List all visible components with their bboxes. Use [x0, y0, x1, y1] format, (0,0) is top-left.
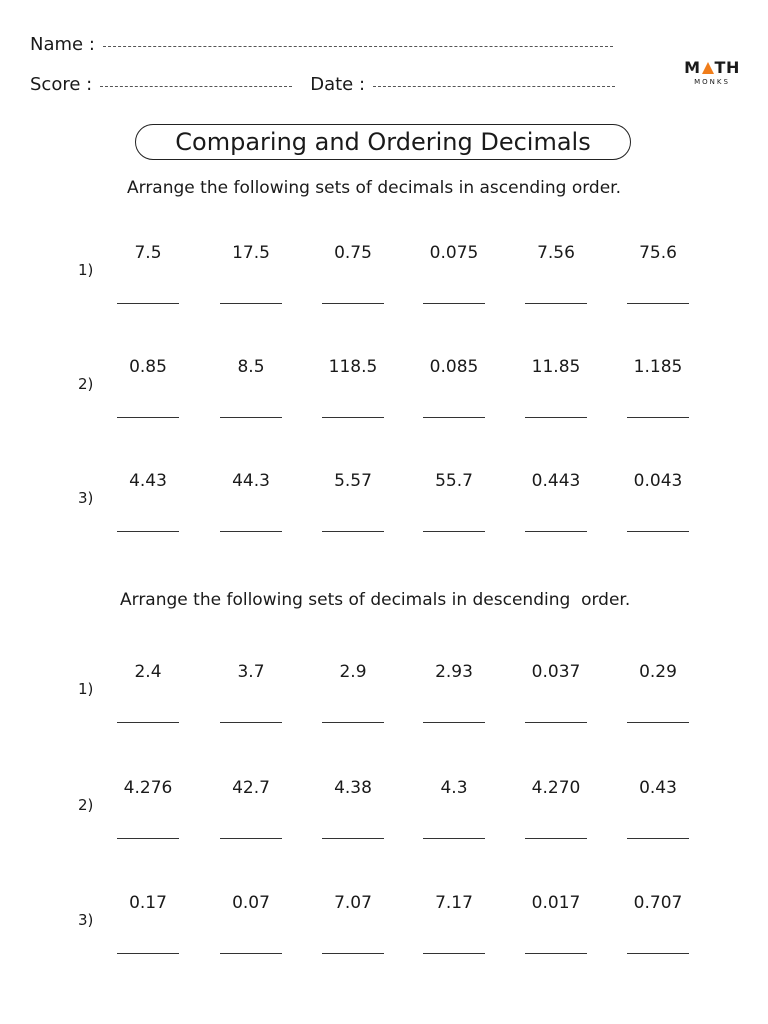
decimal-value: 0.85: [129, 357, 167, 377]
decimal-value: 0.037: [531, 662, 581, 682]
decimal-value: 7.17: [435, 893, 473, 913]
decimal-value: 8.5: [237, 357, 265, 377]
worksheet-title: Comparing and Ordering Decimals: [135, 124, 631, 160]
problem-number: 3): [78, 489, 94, 507]
problem-number: 1): [78, 261, 94, 279]
answer-blank[interactable]: [525, 417, 587, 418]
problem-row: [0, 778, 768, 858]
answer-blank[interactable]: [220, 531, 282, 532]
answer-blank[interactable]: [322, 722, 384, 723]
score-date-row: [30, 74, 615, 95]
decimal-value: 55.7: [435, 471, 473, 491]
decimal-value: 42.7: [232, 778, 270, 798]
decimal-value: 2.93: [435, 662, 473, 682]
decimal-value: 44.3: [232, 471, 270, 491]
answer-blank[interactable]: [117, 838, 179, 839]
answer-blank[interactable]: [220, 953, 282, 954]
answer-blank[interactable]: [525, 838, 587, 839]
answer-blank[interactable]: [322, 303, 384, 304]
score-label: Score :: [30, 74, 93, 95]
logo-word-left: M: [684, 58, 701, 77]
decimal-value: 75.6: [639, 243, 677, 263]
decimal-value: 7.5: [134, 243, 162, 263]
answer-blank[interactable]: [322, 953, 384, 954]
decimal-value: 4.276: [123, 778, 173, 798]
answer-blank[interactable]: [322, 417, 384, 418]
answer-blank[interactable]: [627, 531, 689, 532]
answer-blank[interactable]: [322, 531, 384, 532]
decimal-value: 4.3: [440, 778, 468, 798]
answer-blank[interactable]: [627, 417, 689, 418]
decimal-value: 0.17: [129, 893, 167, 913]
answer-blank[interactable]: [627, 838, 689, 839]
decimal-value: 7.56: [537, 243, 575, 263]
problem-row: [0, 243, 768, 323]
problem-number: 2): [78, 796, 94, 814]
answer-blank[interactable]: [220, 417, 282, 418]
decimal-value: 4.43: [129, 471, 167, 491]
problem-row: [0, 471, 768, 551]
answer-blank[interactable]: [322, 838, 384, 839]
score-blank-line[interactable]: [100, 86, 292, 87]
decimal-value: 17.5: [232, 243, 270, 263]
decimal-value: 0.043: [633, 471, 683, 491]
logo-wordmark: [676, 58, 748, 77]
decimal-value: 2.9: [339, 662, 367, 682]
answer-blank[interactable]: [627, 953, 689, 954]
decimal-value: 11.85: [531, 357, 581, 377]
problem-number: 1): [78, 680, 94, 698]
answer-blank[interactable]: [525, 303, 587, 304]
decimal-value: 4.38: [334, 778, 372, 798]
decimal-value: 0.075: [429, 243, 479, 263]
answer-blank[interactable]: [423, 953, 485, 954]
problem-row: [0, 893, 768, 973]
decimal-value: 0.07: [232, 893, 270, 913]
answer-blank[interactable]: [117, 417, 179, 418]
decimal-value: 0.43: [639, 778, 677, 798]
decimal-value: 7.07: [334, 893, 372, 913]
instruction-descending: Arrange the following sets of decimals in descending order.: [120, 590, 631, 610]
answer-blank[interactable]: [423, 531, 485, 532]
answer-blank[interactable]: [627, 303, 689, 304]
math-monks-logo: [676, 58, 748, 86]
answer-blank[interactable]: [220, 722, 282, 723]
answer-blank[interactable]: [525, 722, 587, 723]
instruction-ascending: Arrange the following sets of decimals in ascending order.: [127, 178, 622, 198]
decimal-value: 1.185: [633, 357, 683, 377]
answer-blank[interactable]: [423, 303, 485, 304]
logo-word-right: TH: [714, 58, 740, 77]
name-label: Name :: [30, 34, 95, 55]
problem-number: 2): [78, 375, 94, 393]
answer-blank[interactable]: [423, 417, 485, 418]
answer-blank[interactable]: [220, 838, 282, 839]
decimal-value: 5.57: [334, 471, 372, 491]
problem-number: 3): [78, 911, 94, 929]
decimal-value: 3.7: [237, 662, 265, 682]
answer-blank[interactable]: [117, 722, 179, 723]
decimal-value: 0.707: [633, 893, 683, 913]
date-label: Date :: [310, 74, 366, 95]
decimal-value: 0.75: [334, 243, 372, 263]
answer-blank[interactable]: [117, 303, 179, 304]
answer-blank[interactable]: [627, 722, 689, 723]
decimal-value: 0.29: [639, 662, 677, 682]
decimal-value: 0.085: [429, 357, 479, 377]
problem-row: [0, 662, 768, 742]
decimal-value: 0.017: [531, 893, 581, 913]
decimal-value: 118.5: [328, 357, 378, 377]
decimal-value: 0.443: [531, 471, 581, 491]
answer-blank[interactable]: [525, 531, 587, 532]
answer-blank[interactable]: [423, 838, 485, 839]
answer-blank[interactable]: [117, 953, 179, 954]
answer-blank[interactable]: [220, 303, 282, 304]
answer-blank[interactable]: [423, 722, 485, 723]
logo-triangle-icon: [702, 62, 714, 74]
name-field-row: [30, 34, 613, 55]
problem-row: [0, 357, 768, 437]
logo-subtitle: MONKS: [694, 78, 730, 86]
answer-blank[interactable]: [117, 531, 179, 532]
date-blank-line[interactable]: [373, 86, 615, 87]
decimal-value: 2.4: [134, 662, 162, 682]
decimal-value: 4.270: [531, 778, 581, 798]
answer-blank[interactable]: [525, 953, 587, 954]
name-blank-line[interactable]: [103, 46, 613, 47]
